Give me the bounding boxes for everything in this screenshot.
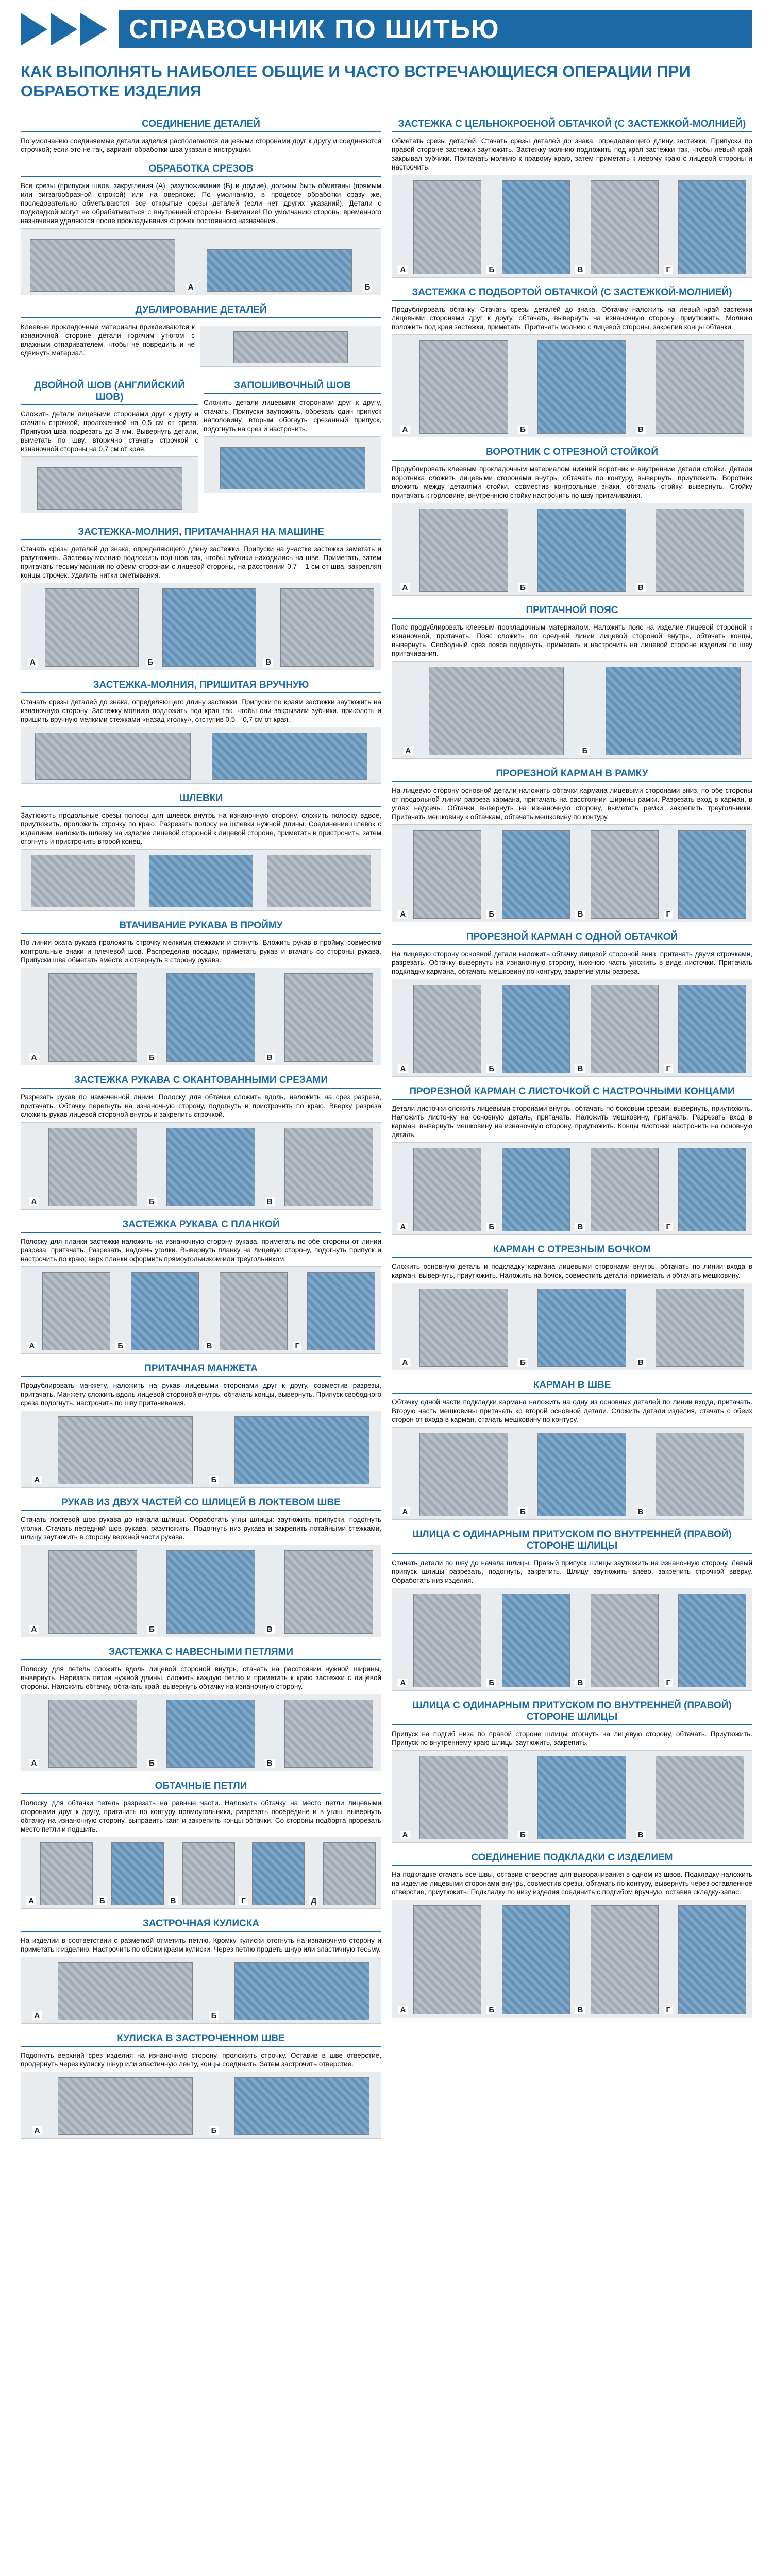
fabric-swatch <box>182 1842 235 1905</box>
fabric-swatch <box>234 1962 369 2020</box>
section <box>21 1647 381 1771</box>
section <box>392 447 752 596</box>
section-text: По линии оката рукава проложить строчку мелкими стежками и стянуть. Вложить рукав в пройму, совместив контрольные знаки и плечевой шов. Распределив посадку, приметать рукав и втачать со стороны рукава. Припуски шва обметать вместе и отвернуть в сторону рукава. <box>21 939 381 964</box>
fabric-swatch <box>591 1594 659 1687</box>
illustration <box>392 824 752 922</box>
section-title: ОБРАБОТКА СРЕЗОВ <box>21 163 381 177</box>
fabric-swatch <box>419 340 508 434</box>
figure-label: Б <box>115 1342 125 1350</box>
fabric-swatch <box>502 830 570 919</box>
fabric-swatch <box>234 2077 369 2135</box>
figure-label: Г <box>664 1064 673 1073</box>
illustration <box>392 175 752 278</box>
section-text: На изделии в соответствии с разметкой отметить петлю. Кромку кулиски отогнуть на изнаночную сторону и приметать к изделию. Настрочить по обоим краям кулиски. Через петлю продеть шнур или эластичную тесьму. <box>21 1937 381 1953</box>
fabric-swatch <box>678 830 746 919</box>
figure-label: Б <box>97 1896 107 1905</box>
fabric-swatch <box>280 588 374 667</box>
figure-label: В <box>575 910 585 919</box>
fabric-swatch <box>537 509 626 592</box>
fabric-swatch <box>323 1842 376 1905</box>
fabric-swatch <box>591 985 659 1073</box>
fabric-swatch <box>502 180 570 274</box>
figure-label: А <box>400 425 410 434</box>
figure-label: Б <box>486 1679 496 1687</box>
fabric-swatch <box>234 1416 369 1484</box>
illustration <box>21 1411 381 1488</box>
figure-label: Г <box>664 2006 673 2014</box>
section-text: Заутюжить продольные срезы полосы для шлевок внутрь на изнаночную сторону, сложить полоску вдвое, приутюжить, проложить строчку по краю. Разрезать полосу на шлевки нужной длины. Соединение шлевок с изделием: наложить шлевку на изделие лицевой стороной к лицевой стороне, приметать и пристрочить, затем отогнуть и пристрочить второй конец. <box>21 811 381 845</box>
figure-label: Б <box>209 2126 219 2135</box>
section-title: ЗАПОШИВОЧНЫЙ ШОВ <box>204 380 381 394</box>
section-text: Обметать срезы деталей. Стачать срезы деталей до знака, определяющего длину застежки. Припуски по правой стороне застежки заутюжить. Застежку-молнию подложить под края застежки так, чтобы левый край закрывал зубчики. Притачать молнию к правому краю, затем приметать к левому краю с лицевой стороны и настрочить. <box>392 137 752 171</box>
figure-label: Б <box>146 658 156 667</box>
fabric-swatch <box>131 1272 199 1350</box>
section-text: Сложить детали лицевыми сторонами друг к другу, стачать. Припуски заутюжить, обрезать один припуск наполовину, вторым обогнуть срезанный припуск, подогнуть на срез и настрочить. <box>204 399 381 433</box>
section-text: Стачать срезы деталей до знака, определяющего длину застежки. Припуски по краям застежки заутюжить на изнаночную сторону. Застежку-молнию подложить под края так, чтобы они закрывали зубчики, приколоть и пришить вручную мелкими стежками «назад иголку», отступив 0,5 – 0,7 см от края. <box>21 698 381 723</box>
section <box>392 931 752 1077</box>
figure-label: Б <box>486 1223 496 1231</box>
figure-label: Б <box>518 1358 528 1367</box>
section <box>21 304 381 371</box>
figure-label: В <box>575 1064 585 1073</box>
section <box>21 118 381 154</box>
section-title: ПРИТАЧНАЯ МАНЖЕТА <box>21 1363 381 1377</box>
section-text: Разрезать рукав по намеченной линии. Полоску для обтачки сложить вдоль, наложить на срез разреза, притачать. Обтачку перегнуть на изнаночную сторону, подогнуть и пристрочить по краю. Вверху разреза сложить рукав лицевой стороной внутрь и закрепить строчкой. <box>21 1093 381 1118</box>
section-title: СОЕДИНЕНИЕ ДЕТАЛЕЙ <box>21 118 381 132</box>
figure-label: Г <box>664 265 673 274</box>
section-title: ПРОРЕЗНОЙ КАРМАН В РАМКУ <box>392 768 752 782</box>
illustration <box>392 1142 752 1235</box>
section-text: Стачать детали по шву до начала шлицы. Правый припуск шлицы заутюжить на изнаночную сторону. Левый припуск шлицы разрезать, подогнуть, закрепить. Шлицу заутюжить влево, закрепить строчкой вверху. Обработать низ изделия. <box>392 1559 752 1584</box>
fabric-swatch <box>606 667 741 755</box>
illustration <box>21 1266 381 1354</box>
fabric-swatch <box>35 733 191 780</box>
fabric-swatch <box>31 855 135 907</box>
figure-label: А <box>32 2011 42 2020</box>
fabric-swatch <box>58 1962 193 2020</box>
fabric-swatch <box>419 1433 508 1516</box>
section-title: КАРМАН С ОТРЕЗНЫМ БОЧКОМ <box>392 1244 752 1258</box>
fabric-swatch <box>591 180 659 274</box>
fabric-swatch <box>58 2077 193 2135</box>
section-title: ШЛИЦА С ОДИНАРНЫМ ПРИТУСКОМ ПО ВНУТРЕННЕЙ (ПРАВОЙ) СТОРОНЕ ШЛИЦЫ <box>392 1700 752 1725</box>
figure-label: Б <box>209 2011 219 2020</box>
section <box>21 920 381 1065</box>
section-title: ДВОЙНОЙ ШОВ (АНГЛИЙСКИЙ ШОВ) <box>21 380 198 405</box>
figure-label: А <box>398 265 408 274</box>
fabric-swatch <box>537 340 626 434</box>
illustration <box>21 849 381 911</box>
figure-label: А <box>400 1831 410 1839</box>
section-title: РУКАВ ИЗ ДВУХ ЧАСТЕЙ СО ШЛИЦЕЙ В ЛОКТЕВОМ ШВЕ <box>21 1497 381 1511</box>
figure-label: Б <box>147 1053 157 1062</box>
fabric-swatch <box>678 180 746 274</box>
section <box>392 1529 752 1691</box>
section <box>21 1918 381 2024</box>
figure-label: В <box>265 1625 275 1634</box>
arrow-icon <box>51 13 77 46</box>
figure-label: А <box>26 1896 36 1905</box>
fabric-swatch <box>48 1550 137 1634</box>
figure-label: Г <box>664 1679 673 1687</box>
section <box>21 1781 381 1909</box>
section <box>21 1363 381 1488</box>
figure-label: А <box>398 2006 408 2014</box>
fabric-swatch <box>58 1416 193 1484</box>
figure-label: А <box>29 1625 39 1634</box>
figure-label: Б <box>518 425 528 434</box>
section <box>392 1086 752 1235</box>
section-title: ЗАСТЕЖКА РУКАВА С ОКАНТОВАННЫМИ СРЕЗАМИ <box>21 1075 381 1089</box>
section-title: ЗАСТЕЖКА С ЦЕЛЬНОКРОЕНОЙ ОБТАЧКОЙ (С ЗАСТЕЖКОЙ-МОЛНИЕЙ) <box>392 118 752 132</box>
right-column <box>392 118 752 2576</box>
header <box>0 0 773 103</box>
figure-label: А <box>398 1223 408 1231</box>
figure-label: В <box>169 1896 178 1905</box>
section-text: Клеевые прокладочные материалы приклеиваются к изнаночной стороне детали горячим утюгом с влажным отпаривателем, чтобы не повредить и не сдвинуть материал. <box>21 323 195 357</box>
section-title: ЗАСТЕЖКА С НАВЕСНЫМИ ПЕТЛЯМИ <box>21 1647 381 1660</box>
section-title: ПРОРЕЗНОЙ КАРМАН С ОДНОЙ ОБТАЧКОЙ <box>392 931 752 945</box>
illustration <box>392 1427 752 1520</box>
illustration <box>21 1545 381 1637</box>
section <box>392 1700 752 1843</box>
section-title: ШЛЕВКИ <box>21 793 381 807</box>
section-title: ВТАЧИВАНИЕ РУКАВА В ПРОЙМУ <box>21 920 381 934</box>
illustration <box>21 456 198 513</box>
fabric-swatch <box>284 1700 373 1768</box>
figure-label: В <box>575 2006 585 2014</box>
figure-label: В <box>575 1679 585 1687</box>
section <box>392 1852 752 2018</box>
illustration <box>200 326 381 367</box>
figure-label: А <box>29 1197 39 1206</box>
fabric-swatch <box>413 985 481 1073</box>
section <box>392 605 752 759</box>
section <box>392 287 752 437</box>
fabric-swatch <box>656 1433 744 1516</box>
fabric-swatch <box>166 1550 255 1634</box>
section-title: КАРМАН В ШВЕ <box>392 1380 752 1394</box>
fabric-swatch <box>537 1289 626 1367</box>
section <box>21 1075 381 1210</box>
section <box>21 793 381 911</box>
section-text: Продублировать обтачку. Стачать срезы деталей до знака. Обтачку наложить на левый край застежки лицевыми сторонами друг к другу, обтачать, вывернуть на изнаночную сторону, приутюжить. Молнию положить под края застежки, приметать. Притачать молнию с лицевой стороны, закрепив концы обтачки. <box>392 306 752 331</box>
section-title: ЗАСТЕЖКА С ПОДБОРТОЙ ОБТАЧКОЙ (С ЗАСТЕЖКОЙ-МОЛНИЕЙ) <box>392 287 752 301</box>
section <box>204 380 381 517</box>
section-title: ОБТАЧНЫЕ ПЕТЛИ <box>21 1781 381 1794</box>
figure-label: В <box>265 1759 275 1768</box>
figure-label: В <box>575 1223 585 1231</box>
fabric-swatch <box>419 1289 508 1367</box>
fabric-swatch <box>267 855 371 907</box>
figure-label: Б <box>518 583 528 592</box>
fabric-swatch <box>252 1842 305 1905</box>
figure-label: А <box>29 1053 39 1062</box>
fabric-swatch <box>656 509 744 592</box>
section <box>21 527 381 670</box>
figure-label: А <box>29 1759 39 1768</box>
fabric-swatch <box>166 1128 255 1206</box>
section <box>21 380 198 517</box>
section-text: Пояс продублировать клеевым прокладочным материалом. Наложить пояс на изделие лицевой стороной к изнаночной, притачать. Пояс сложить по средней линии лицевой стороной внутрь, обтачать концы, вывернуть. Свободный срез пояса подогнуть, приметать и настрочить на лицевой стороне изделия по шву притачивания. <box>392 623 752 657</box>
fabric-swatch <box>678 1905 746 2014</box>
fabric-swatch <box>502 1148 570 1231</box>
figure-label: Г <box>239 1896 248 1905</box>
fabric-swatch <box>40 1842 93 1905</box>
fabric-swatch <box>42 1272 110 1350</box>
illustration <box>21 1837 381 1909</box>
section-text: Продублировать клеевым прокладочным материалом нижний воротник и внутренние детали стойки. Детали воротника сложить лицевыми сторонами внутрь, обтачать по контуру, вывернуть, приутюжить. Воротник вложить между деталями стойки, совместив контрольные знаки, обтачать стойку, вывернуть. Стойку притачать к горловине, внутреннюю стойку настрочить по шву притачивания. <box>392 465 752 499</box>
figure-label: В <box>636 425 646 434</box>
page-subtitle: КАК ВЫПОЛНЯТЬ НАИБОЛЕЕ ОБЩИЕ И ЧАСТО ВСТРЕЧАЮЩИЕСЯ ОПЕРАЦИИ ПРИ ОБРАБОТКЕ ИЗДЕЛИЯ <box>21 62 691 100</box>
figure-label: В <box>265 1197 275 1206</box>
fabric-swatch <box>220 447 365 489</box>
section-row <box>21 323 381 371</box>
illustration <box>21 968 381 1065</box>
figure-label: А <box>404 747 413 755</box>
left-column <box>21 118 381 2576</box>
fabric-swatch <box>413 830 481 919</box>
section <box>21 1497 381 1637</box>
fabric-swatch <box>678 1594 746 1687</box>
fabric-swatch <box>591 1148 659 1231</box>
figure-label: В <box>636 583 646 592</box>
section-text: Продублировать манжету, наложить на рукав лицевыми сторонами друг к другу, совместив разрезы, притачать. Манжету сложить вдоль лицевой стороной внутрь, обтачать концы, вывернуть. Припуск свободного среза подогнуть, настрочить по шву притачивания. <box>21 1382 381 1407</box>
figure-label: А <box>28 658 38 667</box>
section <box>21 163 381 295</box>
section-text: Полоску для петель сложить вдоль лицевой стороной внутрь, стачать на расстоянии нужной ширины, вывернуть. Нарезать петли нужной длины, сложить каждую петлю и приметать к краю застежки с лицевой стороны. Наложить обтачку, обтачать край, вывернуть обтачку на изнаночную сторону. <box>21 1665 381 1690</box>
figure-label: А <box>32 2126 42 2135</box>
section-title: ПРИТАЧНОЙ ПОЯС <box>392 605 752 619</box>
fabric-swatch <box>537 1756 626 1839</box>
section <box>21 680 381 784</box>
illustration <box>392 1588 752 1691</box>
section <box>392 118 752 278</box>
section-title: КУЛИСКА В ЗАСТРОЧЕННОМ ШВЕ <box>21 2033 381 2047</box>
figure-label: Б <box>580 747 590 755</box>
fabric-swatch <box>419 1756 508 1839</box>
fabric-swatch <box>284 973 373 1062</box>
fabric-swatch <box>656 340 744 434</box>
fabric-swatch <box>537 1433 626 1516</box>
fabric-swatch <box>656 1289 744 1367</box>
section-text: Сложить основную деталь и подкладку кармана лицевыми сторонами внутрь, обтачать по линии входа в карман, вывернуть, приутюжить. Наложить на бочок, совместить детали, приметать и обтачать мешковину. <box>392 1263 752 1279</box>
section-text: По умолчанию соединяемые детали изделия располагаются лицевыми сторонами друг к другу и соединяются строчкой; если это не так, вариант обработки шва указан в инструкции. <box>21 137 381 154</box>
fabric-swatch <box>591 830 659 919</box>
section-title: ЗАСТРОЧНАЯ КУЛИСКА <box>21 1918 381 1932</box>
figure-label: В <box>263 658 273 667</box>
fabric-swatch <box>48 973 137 1062</box>
page-title: СПРАВОЧНИК ПО ШИТЬЮ <box>119 10 752 48</box>
arrow-icon <box>80 13 107 46</box>
section-text: Полоску для обтачки петель разрезать на равные части. Наложить обтачку на место петли лицевыми сторонами друг к другу, притачать по контуру прямоугольника, разрезать посередине и в углы, вывернуть обтачку на изнаночную сторону, выправить кант и закрепить концы обтачки. Со стороны подборта прорезать место петли и подшить. <box>21 1799 381 1833</box>
figure-label: Б <box>147 1197 157 1206</box>
figure-label: Б <box>486 1064 496 1073</box>
illustration <box>21 727 381 784</box>
fabric-swatch <box>162 588 256 667</box>
figure-label: Б <box>486 265 496 274</box>
section <box>392 1244 752 1370</box>
illustration <box>392 1900 752 2018</box>
fabric-swatch <box>284 1550 373 1634</box>
section-title: ВОРОТНИК С ОТРЕЗНОЙ СТОЙКОЙ <box>392 447 752 461</box>
fabric-swatch <box>212 733 367 780</box>
section-title: ДУБЛИРОВАНИЕ ДЕТАЛЕЙ <box>21 304 381 318</box>
fabric-swatch <box>413 180 481 274</box>
section-text: Обтачку одной части подкладки кармана наложить на одну из основных деталей по линии входа, притачать. Вторую часть мешковины притачать ко второй основной детали. Сложить детали изделия, стачать с обеих сторон от входа в карман, стачать мешковину по контуру. <box>392 1398 752 1423</box>
fabric-swatch <box>149 855 253 907</box>
fabric-swatch <box>37 467 182 510</box>
figure-label: Б <box>518 1507 528 1516</box>
figure-label: В <box>636 1831 646 1839</box>
figure-label: В <box>204 1342 214 1350</box>
figure-label: А <box>398 1064 408 1073</box>
fabric-swatch <box>502 1594 570 1687</box>
figure-label: Г <box>664 910 673 919</box>
fabric-swatch <box>419 509 508 592</box>
fabric-swatch <box>166 973 255 1062</box>
fabric-swatch <box>284 1128 373 1206</box>
fabric-swatch <box>48 1700 137 1768</box>
fabric-swatch <box>413 1148 481 1231</box>
figure-label: Б <box>363 283 373 292</box>
section-text: На лицевую сторону основной детали наложить обтачку лицевой стороной вниз, притачать двумя строчками, разрезать. Обтачку вывернуть на изнаночную сторону, нижнюю часть уложить в виде листочки. Притачать подкладку кармана, обтачать мешковину по контуру, закрепив углы разреза. <box>392 950 752 975</box>
figure-label: А <box>400 1507 410 1516</box>
illustration <box>392 661 752 759</box>
section-row <box>21 380 381 517</box>
illustration <box>392 334 752 437</box>
fabric-swatch <box>166 1700 255 1768</box>
illustration <box>204 436 381 493</box>
section-text: Припуск на подгиб низа по правой стороне шлицы отогнуть на лицевую сторону, обтачать. Приутюжить. Припуск по внутреннему краю шлицы заутюжить, закрепить. <box>392 1730 752 1747</box>
section-text: Стачать локтевой шов рукава до начала шлицы. Обработать углы шлицы: заутюжить припуски, подогнуть уголки. Стачать передний шов рукава, разутюжить. Подогнуть низ рукава и закрепить потайными стежками, шлицу заутюжить в сторону верхней части рукава. <box>21 1516 381 1541</box>
section-text: Детали листочки сложить лицевыми сторонами внутрь, обтачать по боковым срезам, вывернуть, приутюжить. Наложить листочку на основную деталь, притачать. Наложить мешковину, притачать. Разрезать вход в карман, вывернуть мешковину на изнаночную сторону, приутюжить. Концы листочки настрочить на основную деталь. <box>392 1105 752 1139</box>
fabric-swatch <box>30 239 175 292</box>
figure-label: В <box>265 1053 275 1062</box>
illustration <box>21 1957 381 2024</box>
figure-label: А <box>398 1679 408 1687</box>
illustration <box>21 2072 381 2139</box>
fabric-swatch <box>678 1148 746 1231</box>
figure-label: Б <box>486 910 496 919</box>
section <box>21 1219 381 1354</box>
fabric-swatch <box>413 1905 481 2014</box>
figure-label: Б <box>147 1625 157 1634</box>
fabric-swatch <box>429 667 564 755</box>
section-title: ЗАСТЕЖКА-МОЛНИЯ, ПРИТАЧАННАЯ НА МАШИНЕ <box>21 527 381 540</box>
figure-label: В <box>636 1507 646 1516</box>
illustration <box>392 979 752 1077</box>
figure-label: Б <box>486 2006 496 2014</box>
section-title: ШЛИЦА С ОДИНАРНЫМ ПРИТУСКОМ ПО ВНУТРЕННЕЙ (ПРАВОЙ) СТОРОНЕ ШЛИЦЫ <box>392 1529 752 1554</box>
fabric-swatch <box>48 1128 137 1206</box>
figure-label: Б <box>518 1831 528 1839</box>
section <box>392 1380 752 1520</box>
fabric-swatch <box>233 331 348 363</box>
fabric-swatch <box>220 1272 288 1350</box>
fabric-swatch <box>207 249 352 292</box>
fabric-swatch <box>502 1905 570 2014</box>
illustration <box>21 1122 381 1210</box>
section-text: Сложить детали лицевыми сторонами друг к другу и стачать строчкой, проложенной на 0,5 см от среза. Припуски шва подрезать до 3 мм. Вывернуть детали, выметать по шву, вторично стачать строчкой с изнаночной стороны на 0,7 см от края. <box>21 410 198 453</box>
fabric-swatch <box>111 1842 164 1905</box>
figure-label: В <box>636 1358 646 1367</box>
header-arrows <box>21 13 107 46</box>
illustration <box>392 1283 752 1370</box>
fabric-swatch <box>656 1756 744 1839</box>
figure-label: А <box>32 1476 42 1484</box>
figure-label: Д <box>309 1896 319 1905</box>
figure-label: Б <box>147 1759 157 1768</box>
section-title: ПРОРЕЗНОЙ КАРМАН С ЛИСТОЧКОЙ С НАСТРОЧНЫМИ КОНЦАМИ <box>392 1086 752 1100</box>
fabric-swatch <box>307 1272 375 1350</box>
section-text: Подогнуть верхний срез изделия на изнаночную сторону, проложить строчку. Оставив в шве отверстие, продернуть через кулиску шнур или эластичную ленту, концы соединить. Затем застрочить отверстие. <box>21 2052 381 2068</box>
illustration <box>392 503 752 596</box>
section <box>21 2033 381 2139</box>
section-text: Все срезы (припуски швов, закругления (А), разутюживание (Б) и другие), должны быть обметаны (прямым или зигзагообразной строкой) или на оверлоке. По умолчанию, в процессе обработки сразу же, последовательно обметываются все открытые срезы деталей (если нет других указаний). Детали с подкладкой могут не обрабатываться с внутренней стороны. Внимание! По умолчанию стороны временного назначения удаляются после прокладывания строчек постоянного назначения. <box>21 182 381 225</box>
illustration <box>21 583 381 670</box>
figure-label: А <box>27 1342 37 1350</box>
figure-label: А <box>400 583 410 592</box>
section-title: ЗАСТЕЖКА РУКАВА С ПЛАНКОЙ <box>21 1219 381 1233</box>
figure-label: В <box>575 265 585 274</box>
arrow-icon <box>21 13 47 46</box>
figure-label: Г <box>664 1223 673 1231</box>
figure-label: А <box>186 283 196 292</box>
fabric-swatch <box>45 588 139 667</box>
figure-label: Б <box>209 1476 219 1484</box>
section-text: Полоску для планки застежки наложить на изнаночную сторону рукава, приметать по обе стороны от линии разреза, притачать. Разрезать, надсечь уголки. Вывернуть планку на лицевую сторону, подогнуть припуск и настрочить по краю; верх планки оформить прямоугольником или треугольником. <box>21 1238 381 1263</box>
fabric-swatch <box>502 985 570 1073</box>
figure-label: А <box>398 910 408 919</box>
fabric-swatch <box>678 985 746 1073</box>
figure-label: А <box>400 1358 410 1367</box>
section-title: ЗАСТЕЖКА-МОЛНИЯ, ПРИШИТАЯ ВРУЧНУЮ <box>21 680 381 693</box>
section <box>392 768 752 922</box>
illustration <box>392 1750 752 1843</box>
fabric-swatch <box>591 1905 659 2014</box>
fabric-swatch <box>413 1594 481 1687</box>
section-text: Стачать срезы деталей до знака, определяющего длину застежки. Припуски на участке застежки заметать и разутюжить. Застежку-молнию подложить под шов так, чтобы зубчики находились на шве. Приметать, затем притачать тесьму молнии по обеим сторонам с лицевой стороны, на расстоянии 0,7 – 1 см от шва, закрепляя концы строчек. Удалить нитки сметывания. <box>21 545 381 579</box>
section-text: На лицевую сторону основной детали наложить обтачки кармана лицевыми сторонами вниз, по обе стороны от продольной линии разреза кармана, притачать на расстоянии ширины рамки. Разрезать вход в карман, в углах надсечь. Обтачки вывернуть на изнаночную сторону, выметать рамки, закрепить треугольники. Притачать мешковину к обтачкам, обтачать мешковину по контуру. <box>392 787 752 821</box>
section-text: На подкладке стачать все швы, оставив отверстие для выворачивания в одном из швов. Подкладку наложить на изделие лицевыми сторонами внутрь, совместив срезы, обтачать по контуру, вывернуть через оставленное отверстие, приутюжить. Подкладку по низу изделия соединить с подгибом вручную, оставив складку-запас. <box>392 1871 752 1896</box>
illustration <box>21 1694 381 1771</box>
illustration <box>21 228 381 295</box>
figure-label: Г <box>293 1342 302 1350</box>
section-title: СОЕДИНЕНИЕ ПОДКЛАДКИ С ИЗДЕЛИЕМ <box>392 1852 752 1866</box>
